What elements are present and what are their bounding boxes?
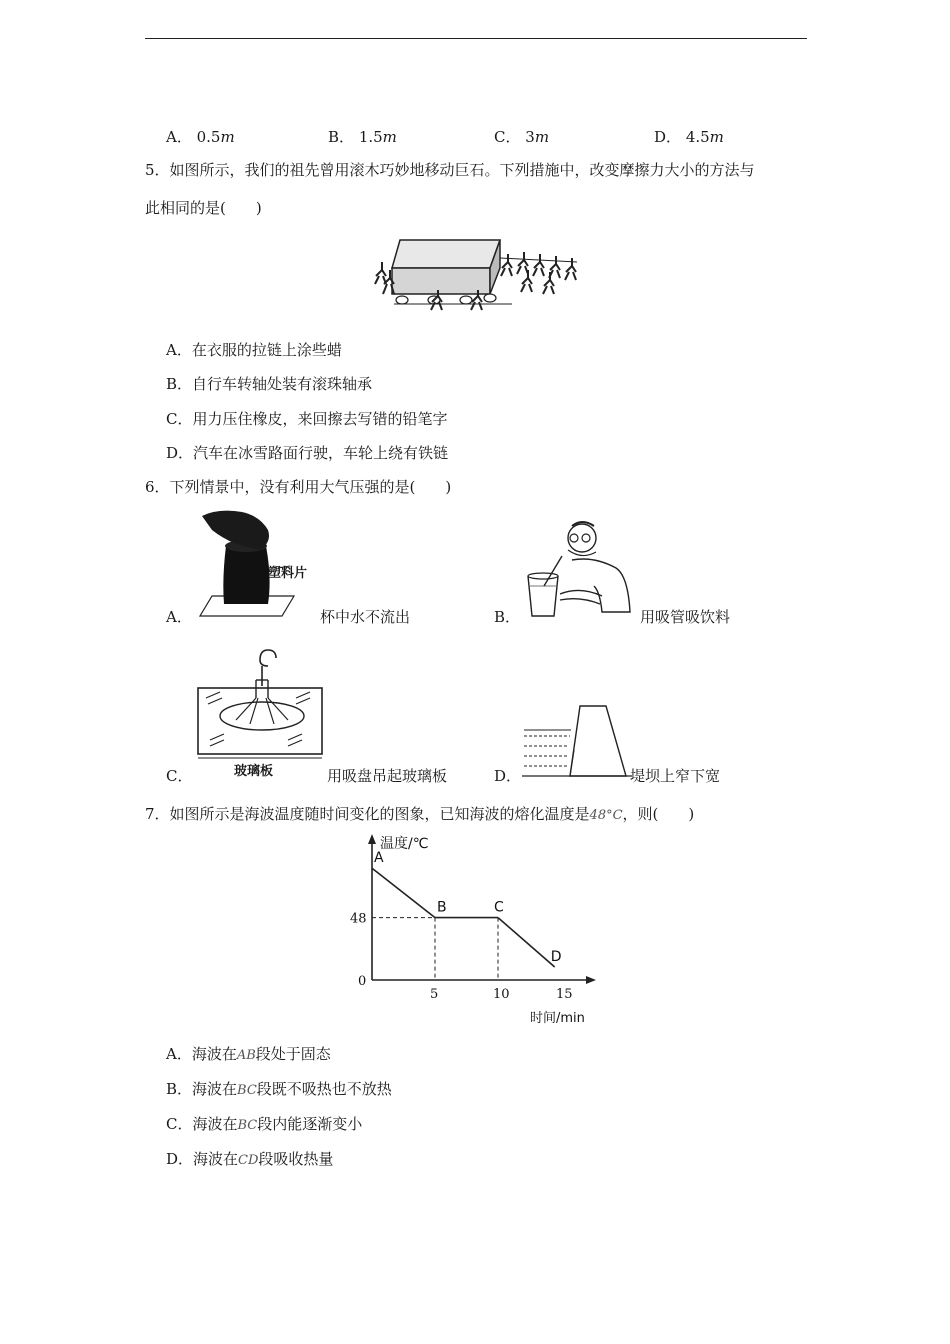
q6-stem: 6．下列情景中，没有利用大气压强的是( ) (145, 478, 452, 496)
x-axis-arrow (586, 976, 596, 984)
q6-option-d-letter: D． (494, 767, 522, 785)
q4-option-c[interactable]: C． 3m (494, 128, 550, 146)
rolling-logs-illustration (372, 232, 582, 314)
q5-option-c[interactable]: C．用力压住橡皮，来回擦去写错的铅笔字 (166, 410, 448, 428)
q4-option-b[interactable]: B． 1.5m (328, 128, 397, 146)
y-axis-label: 温度/℃ (380, 836, 429, 852)
glass-plate-label: 玻璃板 (234, 764, 274, 779)
x-tick-15: 15 (556, 987, 573, 1002)
y-tick-0: 0 (358, 974, 367, 989)
point-label-d: D (550, 949, 562, 965)
y-tick-48: 48 (350, 911, 367, 927)
point-label-b: B (437, 899, 447, 916)
q7-option-b[interactable]: B．海波在BC段既不吸热也不放热 (166, 1080, 392, 1098)
q6-option-c-caption: 用吸盘吊起玻璃板 (327, 767, 448, 785)
q4-option-d[interactable]: D． 4.5m (654, 128, 724, 146)
segment-cd (498, 918, 555, 967)
q5-option-a[interactable]: A．在衣服的拉链上涂些蜡 (166, 341, 342, 359)
q7-option-c[interactable]: C．海波在BC段内能逐渐变小 (166, 1115, 363, 1133)
suction-cup-glass-illustration (196, 640, 326, 760)
header-rule (145, 38, 807, 39)
q5-stem-line2: 此相同的是( ) (145, 199, 262, 217)
q6-option-d-caption: 堤坝上窄下宽 (630, 767, 721, 785)
q6-option-a-letter: A． (166, 608, 192, 626)
x-axis-label: 时间/min (530, 1011, 585, 1026)
segment-ab (372, 868, 435, 917)
q7-option-d[interactable]: D．海波在CD段吸收热量 (166, 1150, 334, 1168)
melting-temp: 48 (589, 808, 607, 823)
dam-illustration (522, 700, 632, 780)
q7-option-a[interactable]: A．海波在AB段处于固态 (166, 1045, 331, 1063)
q6-option-b-letter: B． (494, 608, 521, 626)
x-tick-10: 10 (493, 987, 510, 1002)
point-label-a: A (374, 850, 384, 867)
q4-option-a[interactable]: A． 0.5m (166, 128, 235, 146)
q6-option-a-caption: 杯中水不流出 (320, 608, 411, 626)
q7-stem: 7．如图所示是海波温度随时间变化的图象，已知海波的熔化温度是48°C，则( ) (145, 805, 695, 823)
point-label-c: C (494, 899, 504, 916)
person-drinking-straw-illustration (524, 516, 638, 620)
plastic-sheet-label: 塑料片 (268, 566, 308, 581)
x-tick-5: 5 (430, 987, 439, 1002)
q5-option-b[interactable]: B．自行车转轴处装有滚珠轴承 (166, 375, 373, 393)
q6-option-c-letter: C． (166, 767, 193, 785)
y-axis-arrow (368, 834, 376, 844)
temperature-time-chart (350, 830, 610, 1025)
q5-option-d[interactable]: D．汽车在冰雪路面行驶，车轮上绕有铁链 (166, 444, 449, 462)
q5-stem-line1: 5．如图所示，我们的祖先曾用滚木巧妙地移动巨石。下列措施中，改变摩擦力大小的方法与 (145, 161, 755, 179)
q6-option-b-caption: 用吸管吸饮料 (640, 608, 731, 626)
